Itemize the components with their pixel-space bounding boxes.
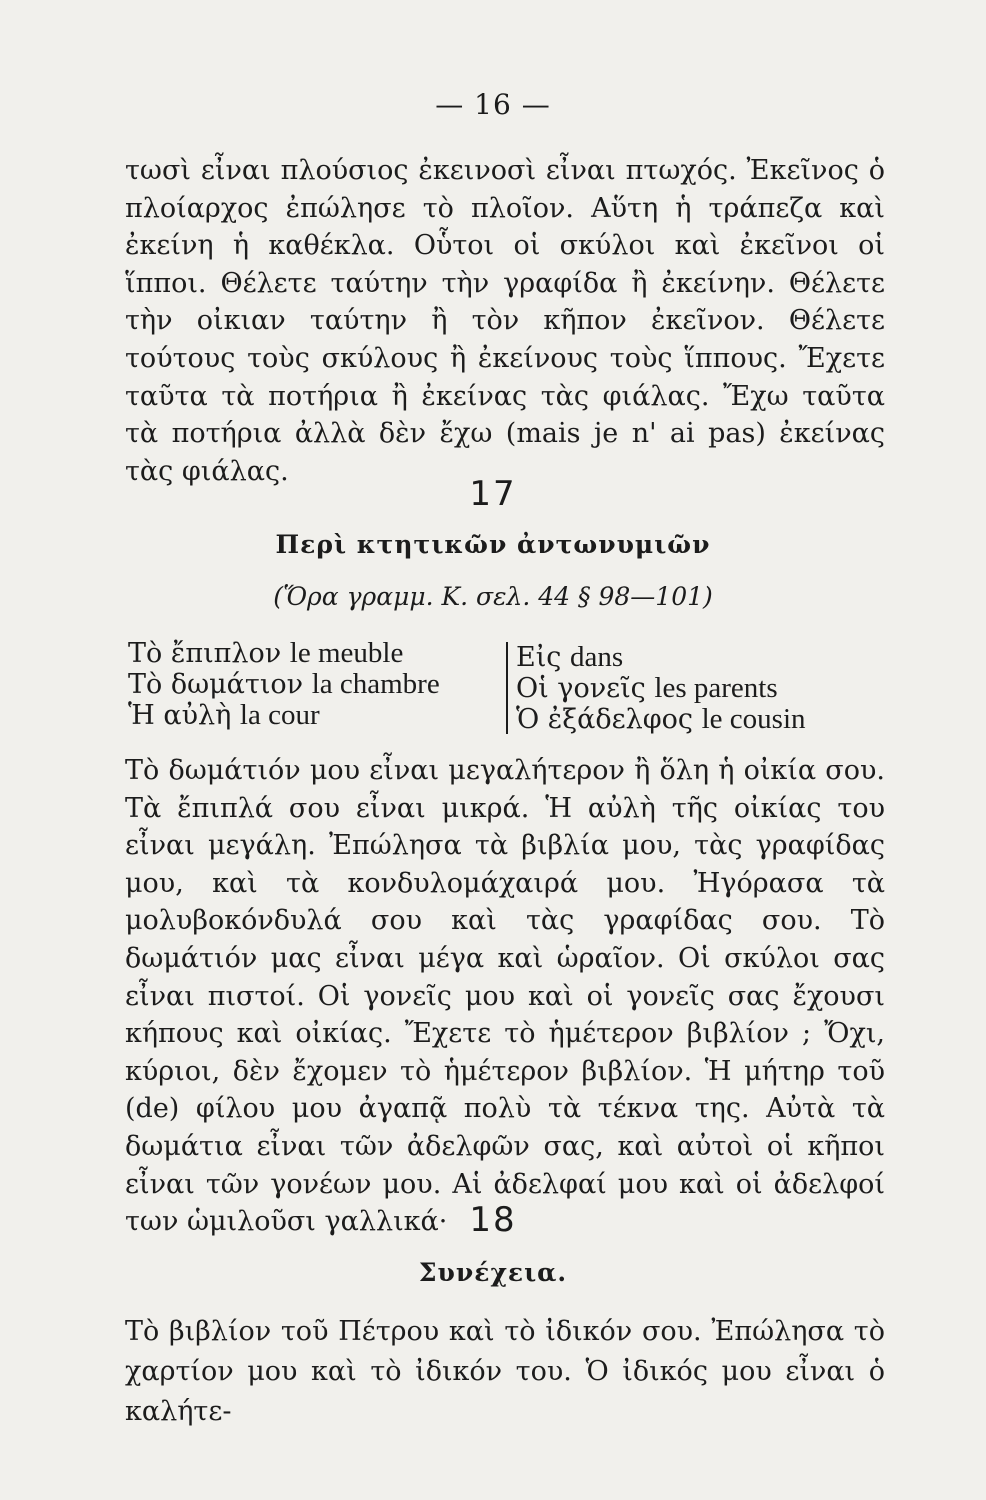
paragraph-section-17: Τὸ δωμάτιόν μου εἶναι μεγαλήτερον ἢ ὅλη ἡ οἰκία σου. Τὰ ἔπιπλά σου εἶναι μικρά. Ἡ αὐλὴ τῆς οἰκίας του εἶναι μεγάλη. Ἐπώλησα τὰ βιβλία μου, τὰς γραφίδας μου, καὶ τὰ κονδυλομάχαιρά μου. Ἠγόρασα τὰ μολυβοκόνδυλά σου καὶ τὰς γραφίδας σου. Τὸ δωμάτιόν μας εἶναι μέγα καὶ ὡραῖον. Οἱ σκύλοι σας εἶναι πιστοί. Οἱ γονεῖς μου καὶ οἱ γονεῖς σας ἔχουσι κήπους καὶ οἰκίας. Ἔχετε τὸ ἡμέτερον βιβλίον ; Ὄχι, κύριοι, δὲν ἔχομεν τὸ ἡμέτερον βιβλίον. Ἡ μήτηρ τοῦ (de) φίλου μου ἀγαπᾷ πολὺ τὰ τέκνα της. Αὐτὰ τὰ δωμάτια εἶναι τῶν ἀδελφῶν σας, καὶ αὐτοὶ οἱ κῆποι εἶναι τῶν γονέων μου. Αἱ ἀδελφαί μου καὶ οἱ ἀδελφοί των ὡμιλοῦσι γαλλικά· bbox=[125, 755, 885, 1238]
page-number: — 16 — bbox=[435, 88, 551, 121]
vocabulary-column-left bbox=[128, 638, 440, 731]
french-word: les parents bbox=[654, 672, 778, 704]
greek-word: Εἰς bbox=[516, 642, 562, 673]
vocabulary-entry bbox=[516, 673, 806, 704]
section-18-title: Συνέχεια. bbox=[418, 1258, 568, 1287]
french-word: dans bbox=[570, 641, 624, 673]
vocabulary-column-right bbox=[506, 642, 806, 734]
section-17-number: 17 bbox=[469, 474, 517, 514]
greek-word: Τὸ ἔπιπλον bbox=[128, 638, 282, 669]
french-word: la chambre bbox=[311, 668, 440, 700]
vocabulary-entry bbox=[516, 642, 806, 673]
french-word: la cour bbox=[239, 699, 320, 731]
vocabulary-entry bbox=[128, 669, 440, 700]
paragraph-section-16-end: τωσὶ εἶναι πλούσιος ἐκεινοσὶ εἶναι πτωχός. Ἐκεῖνος ὁ πλοίαρχος ἐπώλησε τὸ πλοῖον. Αὕτη ἡ τράπεζα καὶ ἐκείνη ἡ καθέκλα. Οὗτοι οἱ σκύλοι καὶ ἐκεῖνοι οἱ ἵπποι. Θέλετε ταύτην τὴν γραφίδα ἢ ἐκείνην. Θέλετε τὴν οἰκιαν ταύτην ἢ τὸν κῆπον ἐκεῖνον. Θέλετε τούτους τοὺς σκύλους ἢ ἐκείνους τοὺς ἵππους. Ἔχετε ταῦτα τὰ ποτήρια ἢ ἐκείνας τὰς φιάλας. Ἔχω ταῦτα τὰ ποτήρια ἀλλὰ δὲν ἔχω (mais je n' ai pas) ἐκείνας τὰς φιάλας. bbox=[125, 155, 885, 487]
greek-word: Ὁ ἐξάδελφος bbox=[516, 704, 694, 735]
vocabulary-entry bbox=[128, 638, 440, 669]
vocabulary-entry bbox=[128, 700, 440, 731]
section-17-title: Περὶ κτητικῶν ἀντωνυμιῶν bbox=[275, 530, 711, 559]
greek-word: Ἡ αὐλὴ bbox=[128, 700, 232, 731]
vocabulary-list bbox=[128, 638, 828, 738]
french-word: le cousin bbox=[701, 703, 806, 735]
paragraph-section-18: Τὸ βιβλίον τοῦ Πέτρου καὶ τὸ ἰδικόν σου. Ἐπώλησα τὸ χαρτίον μου καὶ τὸ ἰδικόν του. Ὁ ἰδικός μου εἶναι ὁ καλήτε- bbox=[125, 1316, 885, 1427]
french-word: le meuble bbox=[289, 637, 404, 669]
section-18-number: 18 bbox=[469, 1200, 517, 1240]
grammar-reference: (Ὅρα γραμμ. Κ. σελ. 44 § 98—101) bbox=[273, 582, 713, 611]
vocabulary-entry bbox=[516, 704, 806, 735]
greek-word: Τὸ δωμάτιον bbox=[128, 669, 304, 700]
greek-word: Οἱ γονεῖς bbox=[516, 673, 646, 704]
